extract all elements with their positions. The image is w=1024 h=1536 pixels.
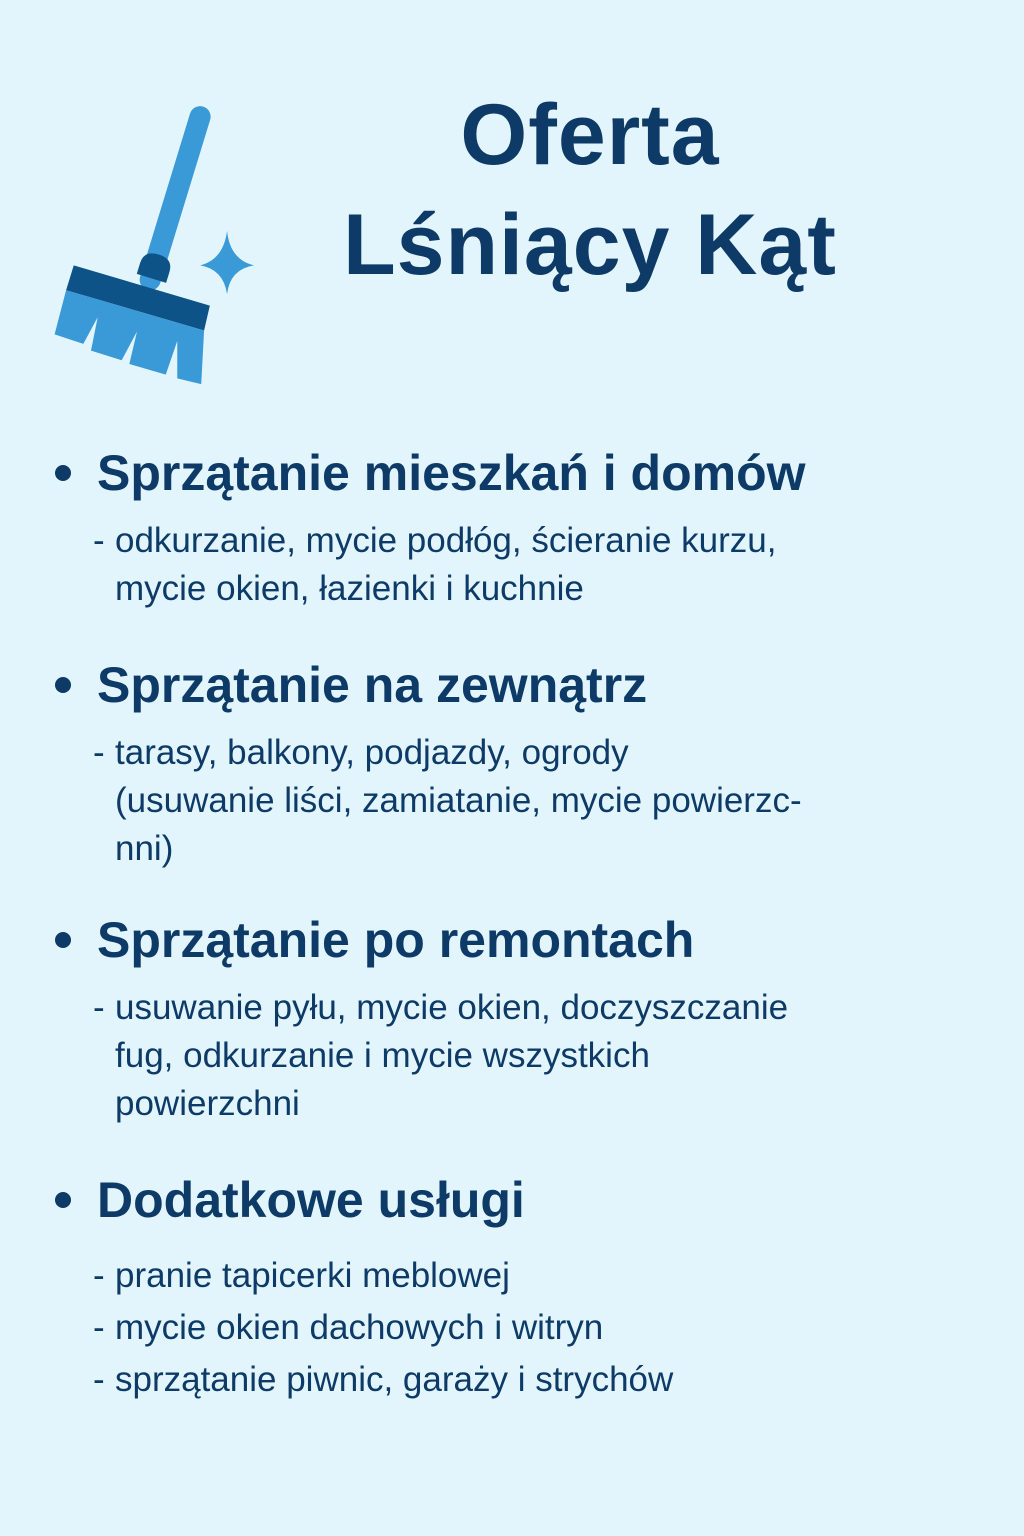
service-section — [55, 910, 985, 1128]
description-line: sprzątanie piwnic, garaży i strychów — [115, 1360, 674, 1399]
section-heading: Sprzątanie mieszkań i domów — [97, 445, 806, 501]
section-heading: Sprzątanie po remontach — [97, 912, 695, 968]
description-line: odkurzanie, mycie podłóg, ścieranie kurzu, — [115, 521, 777, 560]
dash: - — [93, 521, 105, 560]
service-section — [55, 655, 985, 873]
description-line: usuwanie pyłu, mycie okien, doczyszczanie — [115, 988, 789, 1027]
bullet-icon — [55, 932, 71, 948]
dash: - — [93, 1256, 105, 1295]
description-line: mycie okien dachowych i witryn — [115, 1308, 604, 1347]
title-line-2: Lśniący Kąt — [343, 197, 837, 293]
section-heading: Sprzątanie na zewnątrz — [97, 657, 648, 713]
bullet-icon — [55, 1192, 71, 1208]
dash: - — [93, 733, 105, 772]
section-heading: Dodatkowe usługi — [97, 1172, 525, 1228]
service-section — [55, 443, 985, 613]
bullet-icon — [55, 677, 71, 693]
dash: - — [93, 1360, 105, 1399]
bullet-icon — [55, 465, 71, 481]
description-line: pranie tapicerki meblowej — [115, 1256, 510, 1295]
description-line: mycie okien, łazienki i kuchnie — [115, 569, 584, 608]
description-line: powierzchni — [115, 1084, 300, 1123]
dash: - — [93, 988, 105, 1027]
description-line: fug, odkurzanie i mycie wszystkich — [115, 1036, 650, 1075]
dash: - — [93, 1308, 105, 1347]
title-line-1: Oferta — [460, 87, 720, 183]
description-line: tarasy, balkony, podjazdy, ogrody — [115, 733, 629, 772]
description-line: nni) — [115, 829, 174, 868]
service-section — [55, 1170, 985, 1406]
description-line: (usuwanie liści, zamiatanie, mycie powierzc- — [115, 781, 802, 820]
